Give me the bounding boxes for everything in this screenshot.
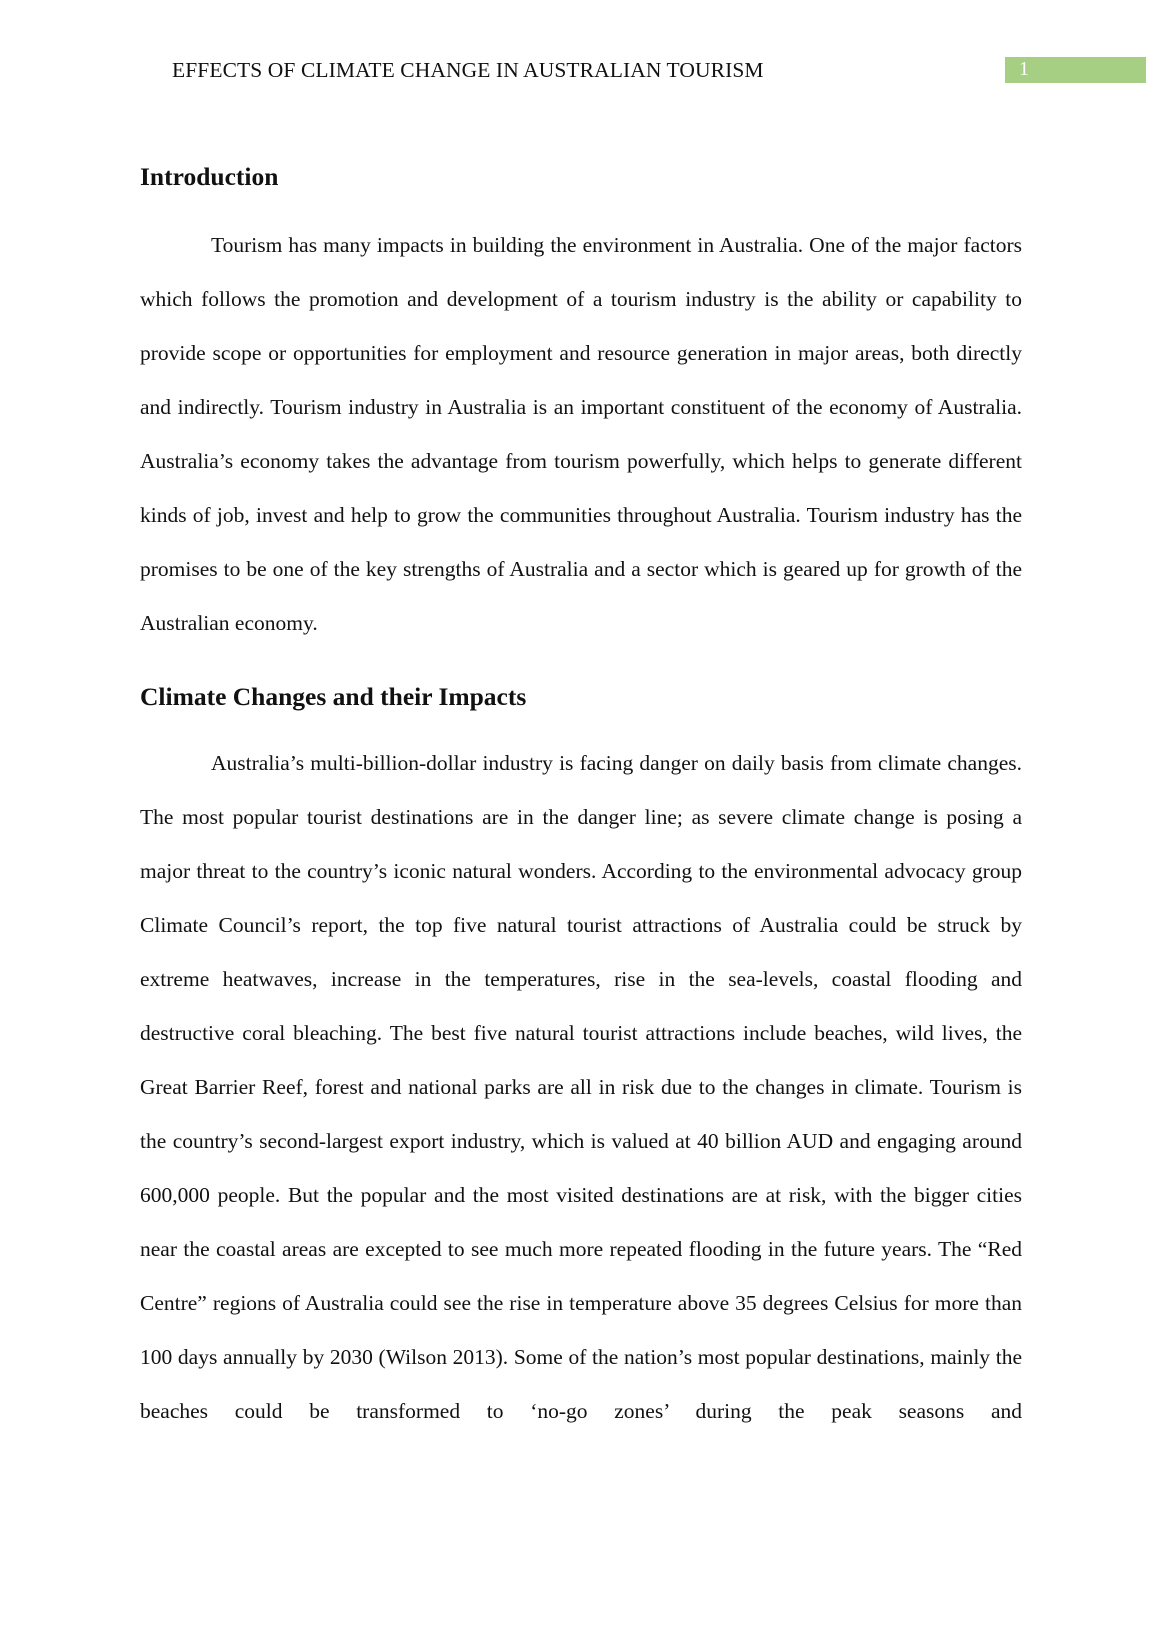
section-heading-climate-changes: Climate Changes and their Impacts xyxy=(140,682,527,711)
document-body xyxy=(140,160,1022,1438)
section-heading-introduction: Introduction xyxy=(140,162,279,191)
paragraph-climate-changes: Australia’s multi-billion-dollar industry is facing danger on daily basis from climate changes. The most popular tourist destinations are in the danger line; as severe climate change is posing a major threat to the country’s iconic natural wonders. According to the environmental advocacy group Climate Council’s report, the top five natural tourist attractions of Australia could be struck by extreme heatwaves, increase in the temperatures, rise in the sea-levels, coastal flooding and destructive coral bleaching. The best five natural tourist attractions include beaches, wild lives, the Great Barrier Reef, forest and national parks are all in risk due to the changes in climate. Tourism is the country’s second-largest export industry, which is valued at 40 billion AUD and engaging around 600,000 people. But the popular and the most visited destinations are at risk, with the bigger cities near the coastal areas are excepted to see much more repeated flooding in the future years. The “Red Centre” regions of Australia could see the rise in temperature above 35 degrees Celsius for more than 100 days annually by 2030 (Wilson 2013). Some of the nation’s most popular destinations, mainly the beaches could be transformed to ‘no-go zones’ during the peak seasons and xyxy=(140,751,1022,1423)
page-number: 1 xyxy=(1019,58,1029,80)
page-number-badge xyxy=(1005,57,1146,83)
paragraph-introduction: Tourism has many impacts in building the environment in Australia. One of the major factors which follows the promotion and development of a tourism industry is the ability or capability to provide scope or opportunities for employment and resource generation in major areas, both directly and indirectly. Tourism industry in Australia is an important constituent of the economy of Australia. Australia’s economy takes the advantage from tourism powerfully, which helps to generate different kinds of job, invest and help to grow the communities throughout Australia. Tourism industry has the promises to be one of the key strengths of Australia and a sector which is geared up for growth of the Australian economy. xyxy=(140,233,1022,635)
running-head: EFFECTS OF CLIMATE CHANGE IN AUSTRALIAN TOURISM xyxy=(172,58,764,82)
